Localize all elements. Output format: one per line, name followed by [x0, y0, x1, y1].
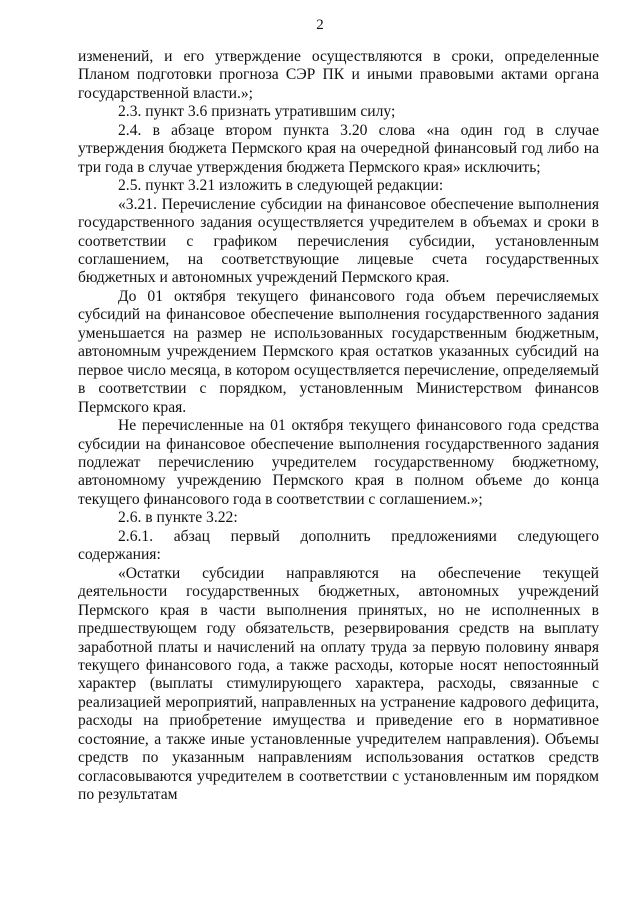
paragraph-item-2-3: 2.3. пункт 3.6 признать утратившим силу; [118, 103, 396, 121]
paragraph-item-2-4: 2.4. в абзаце втором пункта 3.20 слова «на один год в случае утверждения бюджета Пермского края на очередной финансовый год либо на три года в случае утверждения бюджета Пермского края» исключить; [78, 121, 599, 176]
paragraph-continuation: изменений, и его утверждение осуществляются в сроки, определенные Планом подготовки прогноза СЭР ПК и иными правовыми актами органа государственной власти.»; [78, 48, 599, 102]
paragraph-clause-3-21: «3.21. Перечисление субсидии на финансовое обеспечение выполнения государственного задания осуществляется учредителем в объемах и сроки в соответствии с графиком перечисления субсидии, установленным соглашением, на соответствующие лицевые счета государственных бюджетных и автономных учреждений Пермского края. [78, 195, 599, 287]
paragraph-item-2-6-1: 2.6.1. абзац первый дополнить предложениями следующего содержания: [78, 527, 599, 564]
page-number: 2 [316, 17, 324, 33]
paragraph-item-2-5: 2.5. пункт 3.21 изложить в следующей редакции: [118, 177, 444, 195]
paragraph-item-2-6: 2.6. в пункте 3.22: [118, 509, 238, 527]
document-body [78, 48, 599, 805]
paragraph-clause-3-21-part-2: До 01 октября текущего финансового года объем перечисляемых субсидий на финансовое обеспечение выполнения государственного задания уменьшается на размер не использованных государственным бюджетным, автономным учреждением Пермского края остатков указанных субсидий на первое число месяца, в котором осуществляется перечисление, определяемый в соответствии с порядком, установленным Министерством финансов Пермского края. [78, 287, 599, 416]
paragraph-clause-3-21-part-3: Не перечисленные на 01 октября текущего финансового года средства субсидии на финансовое обеспечение выполнения государственного задания подлежат перечислению учредителем государственному бюджетному, автономному учреждению Пермского края в полном объеме до конца текущего финансового года в соответствии с соглашением.»; [78, 417, 599, 508]
paragraph-quoted-addition: «Остатки субсидии направляются на обеспечение текущей деятельности государственных бюджетных, автономных учреждений Пермского края в части выполнения принятых, но не исполненных в предшествующем году обязательств, резервирования средств на выплату заработной платы и начислений на оплату труда за первую половину января текущего финансового года, а также расходы, которые носят непостоянный характер (выплаты стимулирующего характера, расходы, связанные с реализацией мероприятий, направленных на устранение кадрового дефицита, расходы на приобретение имущества и приведение его в нормативное состояние, а также иные установленные учредителем направления). Объемы средств по указанным направлениям использования остатков средств согласовываются учредителем в соответствии с установленным им порядком по результатам [78, 564, 599, 804]
